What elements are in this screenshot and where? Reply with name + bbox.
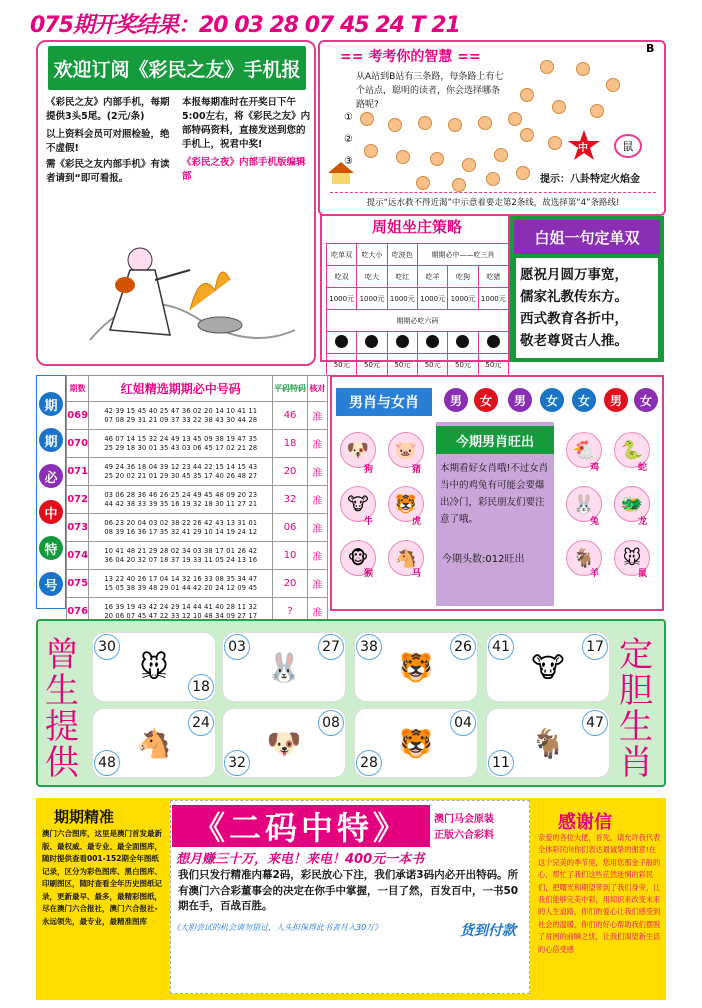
numbers-line: 07 08 29 31 21 09 37 33 22 38 43 30 44 28 — [104, 415, 258, 424]
vertical-char: 期 — [39, 392, 63, 416]
zodiac-number: 41 — [488, 634, 514, 660]
footer-ad-body: 我们只发行精准内幕2码，彩民放心下注，我们承诺3码内必开出特码。所有澳门六合彩董事会的决定在你手中掌握，一目了然，百发百中，一书50期在手，百战百胜。 — [178, 869, 519, 912]
special-number-cell: ? — [273, 598, 307, 626]
route-node — [576, 62, 590, 76]
ox-icon: 🐮 — [531, 650, 565, 684]
number-row — [67, 458, 328, 486]
zhou-cell: 吃猪 — [478, 266, 508, 288]
route-3-label: ③ — [344, 156, 353, 167]
special-number-cell: 20 — [273, 570, 307, 598]
right-vertical-char: 胆 — [619, 671, 653, 711]
zhou-cell: 50元 — [357, 354, 387, 376]
route-node — [478, 116, 492, 130]
issue-cell: 071 — [67, 458, 89, 486]
gender-chip: 女 — [474, 388, 498, 412]
rat-icon: 🐭 — [139, 650, 169, 684]
left-vertical-char: 供 — [45, 743, 79, 783]
lottery-result-title: 075期开奖结果：20 03 28 07 45 24 T 21 — [30, 13, 460, 38]
zhou-cell: 50元 — [387, 354, 417, 376]
house-icon — [326, 160, 356, 186]
poem-line: 西式教育各折中， — [520, 311, 628, 327]
route-node — [448, 118, 462, 132]
footer-left-title: 期期精准 — [54, 808, 115, 826]
zodiac-number: 48 — [94, 750, 120, 776]
animal-label: 牛 — [364, 517, 374, 527]
numbers-line: 13 22 40 26 17 04 14 32 16 33 08 35 34 47 — [104, 574, 258, 583]
zodiac-number: 47 — [582, 710, 608, 736]
zhou-cell: 1000元 — [448, 288, 478, 310]
issue-cell: 072 — [67, 486, 89, 514]
issue-cell: 075 — [67, 570, 89, 598]
footer-ad-sub: 正版六合彩料 — [434, 830, 494, 841]
rat-icon: 🐭 — [614, 540, 650, 576]
animal-label: 猪 — [412, 465, 422, 475]
footer-ad-earn: 想月赚三十万，来电！来电！400元一本书 — [176, 852, 425, 867]
tiger-icon: 🐯 — [398, 650, 434, 684]
left-vertical-char: 提 — [45, 707, 79, 747]
quiz-footer: 提示“远水救不得近渴”中示意着要走第2条线，故选择第“4”条路线! — [330, 192, 656, 208]
gender-chip: 女 — [634, 388, 658, 412]
numbers-line: 25 29 18 30 01 35 43 03 06 45 17 02 21 28 — [104, 443, 258, 452]
zhou-cell: 吃波色 — [387, 244, 417, 266]
route-node — [416, 176, 430, 190]
issue-cell: 073 — [67, 514, 89, 542]
zhou-cell: 1000元 — [478, 288, 508, 310]
route-node — [548, 136, 562, 150]
route-node — [462, 158, 476, 172]
black-dot-icon — [396, 335, 409, 348]
horse-icon: 🐴 — [388, 540, 424, 576]
issue-cell: 076 — [67, 598, 89, 626]
zhou-cell: 1000元 — [357, 288, 387, 310]
vertical-char: 中 — [39, 500, 63, 524]
special-number-cell: 32 — [273, 486, 307, 514]
issue-cell: 070 — [67, 430, 89, 458]
number-row — [67, 430, 328, 458]
check-cell: 准 — [307, 402, 327, 430]
zhou-table — [326, 243, 509, 376]
baijie-poem — [516, 258, 658, 358]
vertical-char: 特 — [39, 536, 63, 560]
zhou-cell: 吃大小 — [357, 244, 387, 266]
goat-icon: 🐐 — [566, 540, 602, 576]
col-header-numbers: 红姐精选期期必中号码 — [89, 376, 273, 402]
zodiac-number: 32 — [224, 750, 250, 776]
check-cell: 准 — [307, 514, 327, 542]
check-cell: 准 — [307, 486, 327, 514]
zhou-cell: 1000元 — [417, 288, 447, 310]
today-title: 今期男肖旺出 — [436, 426, 554, 454]
check-cell: 准 — [307, 430, 327, 458]
zhou-title: 周姐坐庄策略 — [371, 218, 462, 236]
zhou-dot-cell — [357, 332, 387, 354]
zhou-cell: 吃狗 — [448, 266, 478, 288]
center-label: 中 — [578, 143, 588, 154]
poem-line: 儒家礼教传东方。 — [520, 289, 628, 305]
quiz-question: 从A站到B站有三条路，每条路上有七个站点，聪明的读者，你会选择哪条路呢? — [356, 72, 504, 110]
zhou-dot-cell — [417, 332, 447, 354]
route-node — [364, 144, 378, 158]
black-dot-icon — [335, 335, 348, 348]
animal-label: 猴 — [364, 569, 374, 579]
subscribe-info-1: 《彩民之友》内部手机，每期提供3头5尾。(2元/条) — [46, 97, 170, 122]
animal-label: 羊 — [590, 569, 600, 579]
check-cell: 准 — [307, 458, 327, 486]
footer-left-text: 澳门六合图库，这里是澳门首发最新版、最权威、最专业、最全面图库，随时提供查看001-152期全年图纸记录，区分为彩色图库、黑白图库、印刷图区，随时查看全年历史图纸记录，更新最早、最多，最精彩图纸，尽在澳门六合报社，澳门六合报社-永远领先，最专业，最精准图库 — [42, 829, 162, 926]
gender-chip: 女 — [540, 388, 564, 412]
poem-line: 敬老尊贤古人推。 — [520, 333, 628, 349]
poem-line: 愿祝月圆万事宽， — [520, 267, 628, 283]
zhou-cell: 50元 — [327, 354, 357, 376]
numbers-cell — [89, 458, 273, 486]
black-dot-icon — [487, 335, 500, 348]
route-node — [508, 112, 522, 126]
footer-ad-tail: 《大胆尝试的机会请勿错过，人头担保得此书者月入30万》 — [172, 923, 383, 932]
zhou-cell: 50元 — [448, 354, 478, 376]
numbers-cell — [89, 430, 273, 458]
numbers-line: 16 39 19 43 42 24 29 14 44 41 40 28 11 32 — [104, 602, 258, 611]
dog-icon: 🐶 — [340, 432, 376, 468]
route-node — [486, 172, 500, 186]
quiz-panel — [318, 40, 666, 216]
right-vertical-char: 肖 — [619, 743, 653, 783]
route-node — [494, 148, 508, 162]
route-node — [430, 152, 444, 166]
route-node — [388, 118, 402, 132]
cash-on-delivery-label: 货到付款 — [460, 923, 516, 939]
black-dot-icon — [365, 335, 378, 348]
numbers-cell — [89, 542, 273, 570]
left-vertical-char: 曾 — [45, 635, 79, 675]
route-node — [520, 128, 534, 142]
numbers-line: 36 04 20 32 07 18 37 19 33 11 05 24 13 16 — [104, 555, 258, 564]
black-dot-icon — [456, 335, 469, 348]
check-cell: 准 — [307, 598, 327, 626]
route-node — [552, 100, 566, 114]
numbers-line: 25 20 02 21 01 29 30 45 35 17 40 26 48 27 — [104, 471, 258, 480]
check-cell: 准 — [307, 570, 327, 598]
vertical-char: 号 — [39, 572, 63, 596]
issue-cell: 069 — [67, 402, 89, 430]
zodiac-number: 26 — [450, 634, 476, 660]
route-node — [516, 166, 530, 180]
zhou-cell: 吃双 — [327, 266, 357, 288]
subscribe-info-3: 需《彩民之友内部手机》有读者请到“即可看报。 — [46, 159, 170, 184]
black-dot-icon — [426, 335, 439, 348]
route-node — [396, 150, 410, 164]
rabbit-icon: 🐰 — [566, 486, 602, 522]
baijie-title: 白姐一句定单双 — [514, 220, 660, 254]
route-1-label: ① — [344, 112, 353, 123]
route-2-label: ② — [344, 134, 353, 145]
numbers-line: 46 07 14 15 32 24 49 13 45 09 38 19 47 35 — [104, 434, 258, 443]
zhou-cell: 1000元 — [327, 288, 357, 310]
subscribe-banner: 欢迎订阅《彩民之友》手机报 — [48, 46, 306, 90]
number-row — [67, 514, 328, 542]
route-node — [540, 60, 554, 74]
monkey-icon: 🐵 — [340, 540, 376, 576]
zhou-cell: 吃羊 — [417, 266, 447, 288]
footer-ad-title: 《二码中特》 — [172, 805, 430, 847]
animal-label: 蛇 — [638, 463, 648, 473]
vertical-char: 必 — [39, 464, 63, 488]
route-node — [590, 104, 604, 118]
zhou-dot-cell — [448, 332, 478, 354]
special-number-cell: 18 — [273, 430, 307, 458]
zodiac-number: 17 — [582, 634, 608, 660]
goat-icon: 🐐 — [530, 726, 566, 760]
zodiac-number: 11 — [488, 750, 514, 776]
tiger-icon: 🐯 — [398, 726, 434, 760]
today-heads: 今期头数:012旺出 — [442, 554, 525, 565]
quiz-title: == 考考你的智慧 == — [340, 49, 481, 65]
ox-icon: 🐮 — [340, 486, 376, 522]
zhou-cell: 吃大 — [357, 266, 387, 288]
numbers-line: 49 24 36 18 04 39 12 23 44 22 15 14 15 43 — [104, 462, 258, 471]
numbers-cell — [89, 402, 273, 430]
zhou-cell: 吃红 — [387, 266, 417, 288]
gender-chip: 男 — [508, 388, 532, 412]
tiger-icon: 🐯 — [388, 486, 424, 522]
animal-label: 鼠 — [638, 569, 648, 579]
zhou-dot-cell — [327, 332, 357, 354]
numbers-cell — [89, 514, 273, 542]
zodiac-number: 03 — [224, 634, 250, 660]
number-row — [67, 486, 328, 514]
footer-ad-sub: 澳门马会原装 — [434, 814, 494, 825]
route-node — [520, 88, 534, 102]
thanks-text: 亲爱的各位大佬，首先，请允许我代表全体彩民向你们表达最诚挚的谢意!在这个完美的季节里，您用您那金子般的心，帮忙了我们这些茫然迷惘的彩民们，把曙光和期望带到了我们身旁，让我们能够完美中彩，用知识来改变未来的人生道路，你们的爱心让我们感受到社会的温暖，你们的好心帮助我们摆脱了贫困的前瞬之忧，让我们渴望新生活的心倍受感 — [538, 833, 661, 954]
numbers-line: 20 06 07 45 47 22 33 12 10 48 34 09 27 17 — [104, 611, 258, 620]
special-number-cell: 10 — [273, 542, 307, 570]
special-number-cell: 20 — [273, 458, 307, 486]
rooster-icon: 🐔 — [566, 432, 602, 468]
gender-chip: 男 — [604, 388, 628, 412]
male-female-title: 男肖与女肖 — [336, 388, 432, 416]
col-header-issue: 期数 — [67, 376, 89, 402]
zhou-cell: 吃单双 — [327, 244, 357, 266]
numbers-line: 06 23 20 04 03 02 38 22 26 42 43 13 31 01 — [104, 518, 258, 527]
numbers-line: 44 42 38 33 39 35 16 19 32 18 30 11 27 21 — [104, 499, 258, 508]
zodiac-number: 18 — [188, 674, 214, 700]
animal-label: 马 — [412, 569, 422, 579]
number-row — [67, 542, 328, 570]
zhou-cell: 50元 — [478, 354, 508, 376]
vertical-char: 期 — [39, 428, 63, 452]
editorial-credit: 《彩民之夜》内部手机版编辑部 — [182, 157, 306, 182]
zodiac-number: 38 — [356, 634, 382, 660]
gender-chip: 男 — [444, 388, 468, 412]
zodiac-number: 24 — [188, 710, 214, 736]
route-node — [452, 178, 466, 192]
numbers-line: 42 39 15 45 40 25 47 36 02 20 14 10 41 11 — [104, 406, 258, 415]
col-header-special: 平码特码 — [273, 376, 307, 402]
rat-badge: 鼠 — [614, 134, 642, 158]
numbers-line: 15 05 38 39 48 29 01 44 42 20 24 12 09 45 — [104, 583, 258, 592]
today-text: 本期看好女肖哦!不过女肖当中的鸡兔有可能会要爆出冷门，彩民朋友们要注意了哦。 — [440, 463, 549, 525]
animal-label: 兔 — [590, 517, 600, 527]
rabbit-icon: 🐰 — [266, 650, 302, 684]
zhou-cell: 50元 — [417, 354, 447, 376]
check-cell: 准 — [307, 542, 327, 570]
dog-icon: 🐶 — [266, 726, 302, 760]
zhou-dot-cell — [478, 332, 508, 354]
special-number-cell: 46 — [273, 402, 307, 430]
horse-icon: 🐴 — [136, 726, 172, 760]
zhou-cell: 1000元 — [387, 288, 417, 310]
subscribe-info-2: 以上资料会员可对照检验，绝不虚假! — [46, 129, 170, 154]
thanks-title: 感谢信 — [558, 812, 612, 833]
numbers-line: 08 39 16 36 17 35 32 41 29 10 14 19 24 12 — [104, 527, 258, 536]
col-header-check: 核对 — [307, 376, 327, 402]
number-row — [67, 570, 328, 598]
numbers-table — [66, 375, 328, 626]
route-node — [606, 78, 620, 92]
special-number-cell: 06 — [273, 514, 307, 542]
scholar-illustration — [80, 220, 300, 360]
quiz-corner-label: B — [646, 42, 655, 55]
zodiac-number: 30 — [94, 634, 120, 660]
zhou-cell: 期期必中——吃三肖 — [417, 244, 508, 266]
pig-icon: 🐷 — [388, 432, 424, 468]
right-vertical-char: 生 — [619, 707, 653, 747]
animal-label: 龙 — [638, 517, 648, 527]
animal-label: 虎 — [412, 517, 422, 527]
quiz-hint: 提示：八卦特定火焰金 — [540, 174, 640, 185]
snake-icon: 🐍 — [614, 432, 650, 468]
numbers-cell — [89, 486, 273, 514]
route-node — [418, 116, 432, 130]
number-row — [67, 402, 328, 430]
numbers-cell — [89, 570, 273, 598]
numbers-line: 03 06 28 36 46 26 25 24 49 45 48 09 20 23 — [104, 490, 258, 499]
dragon-icon: 🐲 — [614, 486, 650, 522]
issue-cell: 074 — [67, 542, 89, 570]
zodiac-number: 27 — [318, 634, 344, 660]
zodiac-number: 28 — [356, 750, 382, 776]
subscribe-info-4: 本报每期准时在开奖日下午5:00左右，将《彩民之友》内部特码资料，直接发送到您的手机上，祝君中奖! — [182, 97, 311, 150]
gender-chip: 女 — [572, 388, 596, 412]
right-vertical-char: 定 — [619, 635, 653, 675]
left-vertical-char: 生 — [45, 671, 79, 711]
zodiac-number: 08 — [318, 710, 344, 736]
animal-label: 鸡 — [590, 463, 600, 473]
zhou-dot-cell — [387, 332, 417, 354]
numbers-line: 10 41 48 21 29 28 02 34 03 38 17 01 26 42 — [104, 546, 258, 555]
zhou-cell: 期期必吃六码 — [327, 310, 509, 332]
zodiac-number: 04 — [450, 710, 476, 736]
route-node — [360, 112, 374, 126]
animal-label: 狗 — [364, 465, 374, 475]
